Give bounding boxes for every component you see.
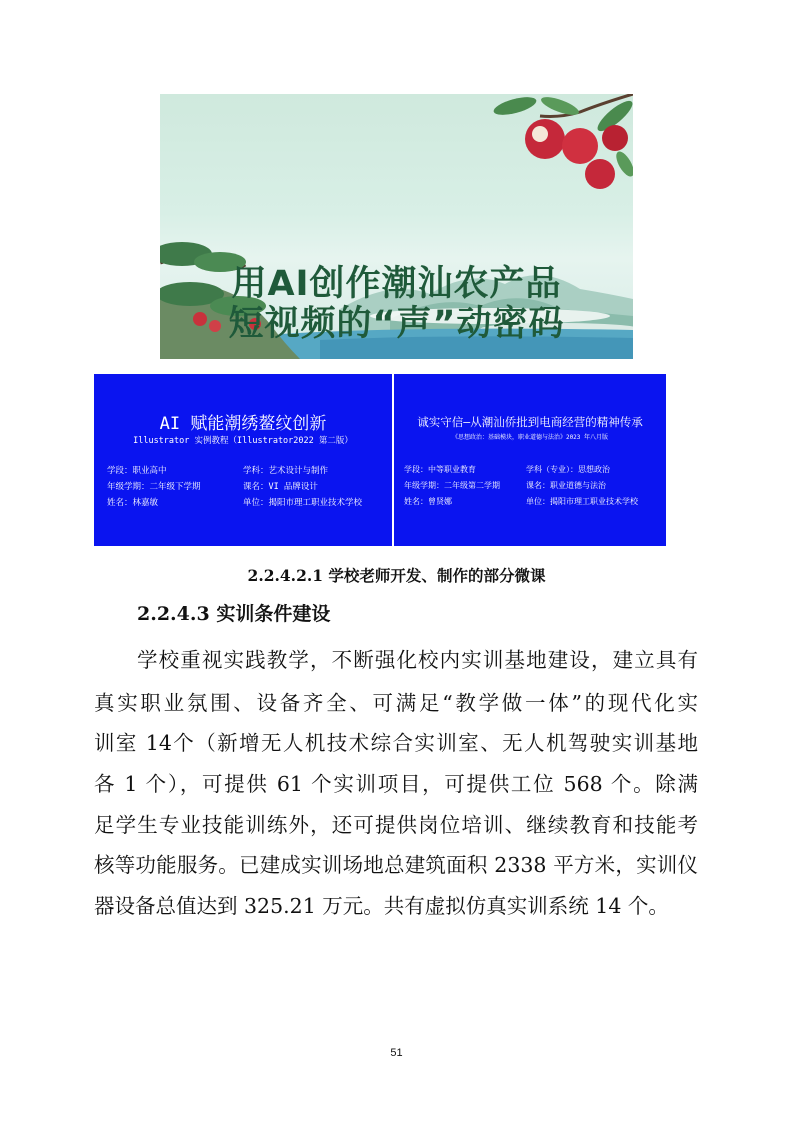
paragraph-line: 各 1 个），可提供 61 个实训项目，可提供工位 568 个。除满 (94, 772, 698, 796)
card-title: AI 赋能潮绣鳌纹创新 (159, 414, 327, 434)
paragraph-line: 器设备总值达到 325.21 万元。共有虚拟仿真实训系统 14 个。 (94, 894, 669, 918)
card-field: 单位：揭阳市理工职业技术学校 (526, 497, 638, 506)
card-field: 学段：职业高中 (107, 466, 167, 476)
paragraph-line: 学校重视实践教学，不断强化校内实训基地建设，建立具有 (137, 648, 698, 672)
page-number: 51 (390, 1047, 403, 1059)
paragraph-line: 真实职业氛围、设备齐全、可满足“教学做一体”的现代化实 (94, 691, 698, 715)
micro-course-card-left (94, 374, 392, 546)
card-field: 年级学期：二年级第二学期 (404, 481, 500, 490)
card-field: 学科：艺术设计与制作 (243, 466, 329, 476)
card-field: 学段：中等职业教育 (404, 465, 476, 474)
banner-image (160, 94, 633, 359)
card-field: 课名：VI 品牌设计 (243, 482, 318, 492)
card-field: 年级学期：二年级下学期 (107, 482, 201, 492)
banner-title-line1: 用AI创作潮汕农产品 (231, 264, 562, 304)
figure-caption: 2.2.4.2.1 学校老师开发、制作的部分微课 (247, 566, 546, 585)
banner-title-line2: 短视频的“声”动密码 (228, 304, 565, 344)
paragraph-line: 足学生专业技能训练外，还可提供岗位培训、继续教育和技能考 (94, 813, 698, 837)
card-field: 单位：揭阳市理工职业技术学校 (243, 498, 363, 508)
paragraph-line: 核等功能服务。已建成实训场地总建筑面积 2338 平方米，实训仪 (94, 853, 698, 877)
card-field: 学科（专业）：思想政治 (526, 465, 610, 474)
paragraph-line: 训室 14个（新增无人机技术综合实训室、无人机驾驶实训基地 (94, 731, 698, 755)
card-field: 姓名：林嘉敏 (107, 498, 159, 508)
card-subtitle: Illustrator 实例教程（Illustrator2022 第二版） (133, 436, 353, 446)
section-heading: 2.2.4.3 实训条件建设 (137, 603, 331, 625)
card-field: 姓名：曾贤娜 (404, 497, 452, 506)
card-title: 诚实守信—从潮汕侨批到电商经营的精神传承 (417, 415, 643, 429)
card-subtitle: 《思想政治：基础模块，职业道德与法治》2023 年八月版 (451, 434, 609, 441)
micro-course-card-right (394, 374, 666, 546)
card-field: 课名：职业道德与法治 (526, 481, 606, 490)
